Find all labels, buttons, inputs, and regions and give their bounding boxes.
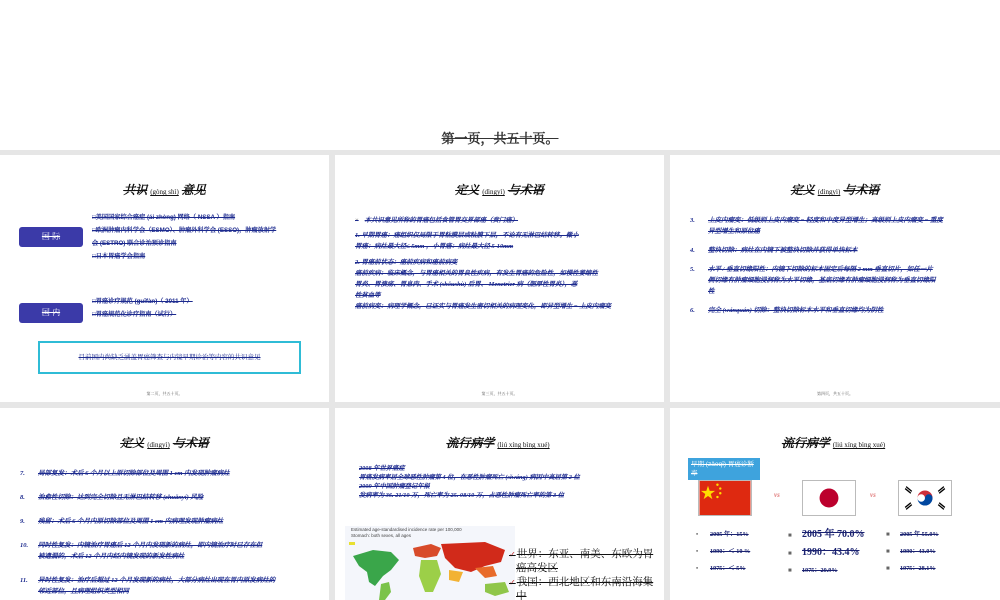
body-line: 1. 早期胃癌：癌组织仅局限于胃粘膜层或粘膜下层，不论有无淋巴结转移。微小 xyxy=(355,232,579,239)
bullet-icon: • xyxy=(696,531,699,538)
body-line: 11. 异时性复发：治疗后超过 12 个月发现新的病灶，大部分病灶出现在胃内原发病灶的 xyxy=(20,577,276,584)
title-text-2: 意见 xyxy=(181,183,206,197)
slide-footer: 第四页，共五十页。 xyxy=(817,391,853,396)
title-text: 流行病学 xyxy=(781,436,830,450)
list-item: □美国国家综合癌症 (ái zhèng) 网络（ NSSA ）指南 xyxy=(92,214,236,221)
title-pinyin: (dìngyì) xyxy=(817,188,841,196)
epidemiology-text xyxy=(359,464,580,500)
body-line: 胃癌发病率居全球恶性肿瘤第 4 位，在恶性肿瘤死亡 (sǐwáng) 病因中高居第 2 位 xyxy=(359,474,580,481)
definitions-body xyxy=(690,215,996,316)
slide-thumbnail-definitions-3[interactable] xyxy=(0,408,329,600)
title-text: 流行病学 xyxy=(446,436,495,450)
list-item: □胃癌规范化诊疗指南（试行） xyxy=(92,311,177,318)
slide-title xyxy=(335,434,664,451)
stat-line: ■ 2005 年 55.0% xyxy=(886,528,939,541)
body-line: 2009 年中国肿瘤登记年报 xyxy=(359,483,430,490)
bullet-line: 中 xyxy=(516,591,527,600)
body-line: 2. 胃癌前状态：癌前疾病和癌前病变 xyxy=(355,259,458,266)
body-line: 被遗漏的，术后 12 个月内经内镜发现的新发性病灶 xyxy=(38,553,185,560)
map-caption: Estimated age-standardised incidence rate per 100,000 Stomach: both sexes, all ages xyxy=(351,527,462,538)
stat-line: ■ 1975：28.1% xyxy=(886,562,939,575)
body-line: 发病率为 36. 21/10 万，死亡率为 25. 08/10 万，占恶性肿瘤死亡率的第 3 位 xyxy=(359,492,564,499)
bullet-icon: • xyxy=(696,565,699,572)
body-line: 胃癌：病灶最大径≤ 5mm ，小胃癌：病灶最大径 5-10mm xyxy=(355,243,514,250)
china-flag-icon xyxy=(698,480,752,516)
body-line: 8. 治愈性切除：达到完全切除且无淋巴结转移 (zhuǎnyí) 风险 xyxy=(20,494,204,501)
square-bullet-icon: ■ xyxy=(788,532,792,539)
body-line: 3. 上皮内瘤变：低级别上皮内瘤变 = 轻度和中度异型增生；高级别上皮内瘤变 = 重度 xyxy=(690,217,943,224)
slide-thumbnail-epidemiology-1[interactable] xyxy=(335,408,664,600)
body-line: 2008 年世界癌症 xyxy=(359,465,405,472)
early-diagnosis-badge: 早期 (zǎoqī) 胃癌诊断率 xyxy=(688,458,760,480)
korea-stats xyxy=(886,528,939,575)
body-line: 性贫血等 xyxy=(355,292,381,299)
japan-stats xyxy=(788,528,865,577)
title-pinyin: (dìngyì) xyxy=(482,188,505,196)
versus-label: vs xyxy=(870,491,876,499)
body-line: 10. 同时性复发：内镜治疗胃癌后 12 个月内发现新的病灶，即内镜治疗时已存在但 xyxy=(20,542,263,549)
consensus-note: 目前国内尚缺乏涵盖胃癌筛查与内镜早期诊治等内容的共识意见 xyxy=(38,341,301,374)
stat-line: ■ 1975：20.9% xyxy=(788,564,865,577)
square-bullet-icon: ■ xyxy=(886,548,890,555)
slide-thumbnail-epidemiology-2[interactable] xyxy=(670,408,1000,600)
title-text-2: 与术语 xyxy=(172,436,209,450)
title-text: 定义 xyxy=(120,436,145,450)
cross-bullet-icon: × xyxy=(355,217,359,224)
korea-flag-icon xyxy=(898,480,952,516)
list-item: 会 (ESTRO) 联合诊治预诊指南 xyxy=(92,240,177,247)
body-line: 7. 局部复发：术后 6 个月以上原切除部位及周围 1 cm 内发现肿瘤病灶 xyxy=(20,470,230,477)
square-bullet-icon: ■ xyxy=(886,565,890,572)
stat-line: • 1975：＜ 5% xyxy=(696,562,750,575)
title-text: 定义 xyxy=(790,183,815,197)
check-icon: ✓ xyxy=(509,578,516,587)
square-bullet-icon: ■ xyxy=(788,550,792,557)
bullet-icon: • xyxy=(696,548,699,555)
domestic-tag: 国 内 xyxy=(19,303,83,323)
body-line: 胃炎、胃溃疡、胃息肉、手术 (shǒushù) 后胃、 Menetrier 病（肥厚性胃炎），恶 xyxy=(355,281,578,288)
slide-thumbnail-definitions-2[interactable] xyxy=(670,155,1000,402)
list-item: □日本胃癌学会指南 xyxy=(92,253,146,260)
domestic-list xyxy=(92,295,193,321)
stat-line: ■ 1990：43.4% xyxy=(788,547,860,558)
square-bullet-icon: ■ xyxy=(886,531,890,538)
slide-footer: 第二页，共五十页。 xyxy=(146,391,183,396)
stat-line: • 2005 年：15% xyxy=(696,528,750,541)
title-pinyin: (liú xíng bìng xué) xyxy=(832,441,886,449)
body-line: 9. 残留：术后 6 个月内原切除部位及周围 1 cm 内病理发现肿瘤病灶 xyxy=(20,518,224,525)
slide-thumbnail-consensus[interactable] xyxy=(0,155,329,402)
body-line: 性 xyxy=(708,288,715,295)
bullet-line: 癌高发区 xyxy=(516,563,558,574)
body-line: 4. 整块切除：病灶在内镜下被整块切除并获得单块标本 xyxy=(690,247,858,254)
square-bullet-icon: ■ xyxy=(788,567,792,574)
body-line: 癌前病变：病理学概念，已证实与胃癌发生密切相关的病理变化，即异型增生 = 上皮内瘤变 xyxy=(355,303,612,310)
body-line: 侧切缘有肿瘤细胞浸润称为水平切缘，基底切缘有肿瘤细胞浸润称为垂直切缘阳 xyxy=(708,277,936,284)
body-line: 癌前疾病：临床概念，与胃癌相关的胃良性疾病，有发生胃癌的危险性，如慢性萎缩性 xyxy=(355,270,598,277)
title-pinyin: (gòng shì) xyxy=(150,188,179,196)
title-pinyin: (dìngyì) xyxy=(147,441,170,449)
title-text: 共识 xyxy=(123,183,148,197)
region-bullets xyxy=(509,548,653,600)
body-line: 异型增生和原位癌 xyxy=(708,228,760,235)
slide-title xyxy=(0,181,329,198)
body-line: 邻近部位，且病理组织类型相同 xyxy=(38,588,129,595)
body-line: 5. 水平 / 垂直切缘阳性：内镜下切除的标本固定后每隔 2 mm 垂直切片，如任一片 xyxy=(690,266,933,273)
china-stats xyxy=(696,528,750,575)
page-banner xyxy=(0,0,1000,150)
definitions-body xyxy=(20,468,326,597)
slide-title xyxy=(335,181,664,198)
slide-title xyxy=(0,434,329,451)
list-item: □欧洲肿瘤内科学会（ESMO）、肿瘤外科学会 (ESSO)，肿瘤放射学 xyxy=(92,227,277,234)
international-tag: 国 际 xyxy=(19,227,83,247)
slide-title xyxy=(670,181,1000,198)
japan-flag-icon xyxy=(802,480,856,516)
title-text-2: 与术语 xyxy=(507,183,544,197)
title-text-2: 与术语 xyxy=(843,183,880,197)
definitions-body xyxy=(355,215,660,312)
bullet-line: ✓我国：西北地区和东南沿海集 xyxy=(509,577,654,588)
banner-text: 第一页，共五十页。 xyxy=(441,131,559,146)
list-item: □胃癌诊疗规范 (guīfàn)（ 2011 年） xyxy=(92,298,193,305)
title-text: 定义 xyxy=(455,183,480,197)
slide-footer: 第三页，共五十页。 xyxy=(481,391,518,396)
stat-line: ■ 1990：43.0% xyxy=(886,545,939,558)
slide-title xyxy=(670,434,1000,451)
stat-line: • 1990：＜ 10 % xyxy=(696,545,750,558)
body-line: × 本共识意见所称的胃癌包括食管胃交界部癌（贲门癌） xyxy=(355,217,519,224)
check-icon: ✓ xyxy=(509,550,516,559)
versus-label: vs xyxy=(774,491,780,499)
slide-sorter-grid xyxy=(0,150,1000,600)
title-pinyin: (liú xíng bìng xué) xyxy=(497,441,550,449)
incidence-world-map xyxy=(345,526,515,600)
bullet-line: ✓世界：东亚、南美、东欧为胃 xyxy=(509,549,654,560)
stat-line: ■ 2005 年 70.0% xyxy=(788,529,865,540)
international-list xyxy=(92,211,276,263)
body-line: 6. 完全 (wánquán) 切除：整块切除标本水平和垂直切缘均为阴性 xyxy=(690,307,884,314)
slide-thumbnail-definitions-1[interactable] xyxy=(335,155,664,402)
